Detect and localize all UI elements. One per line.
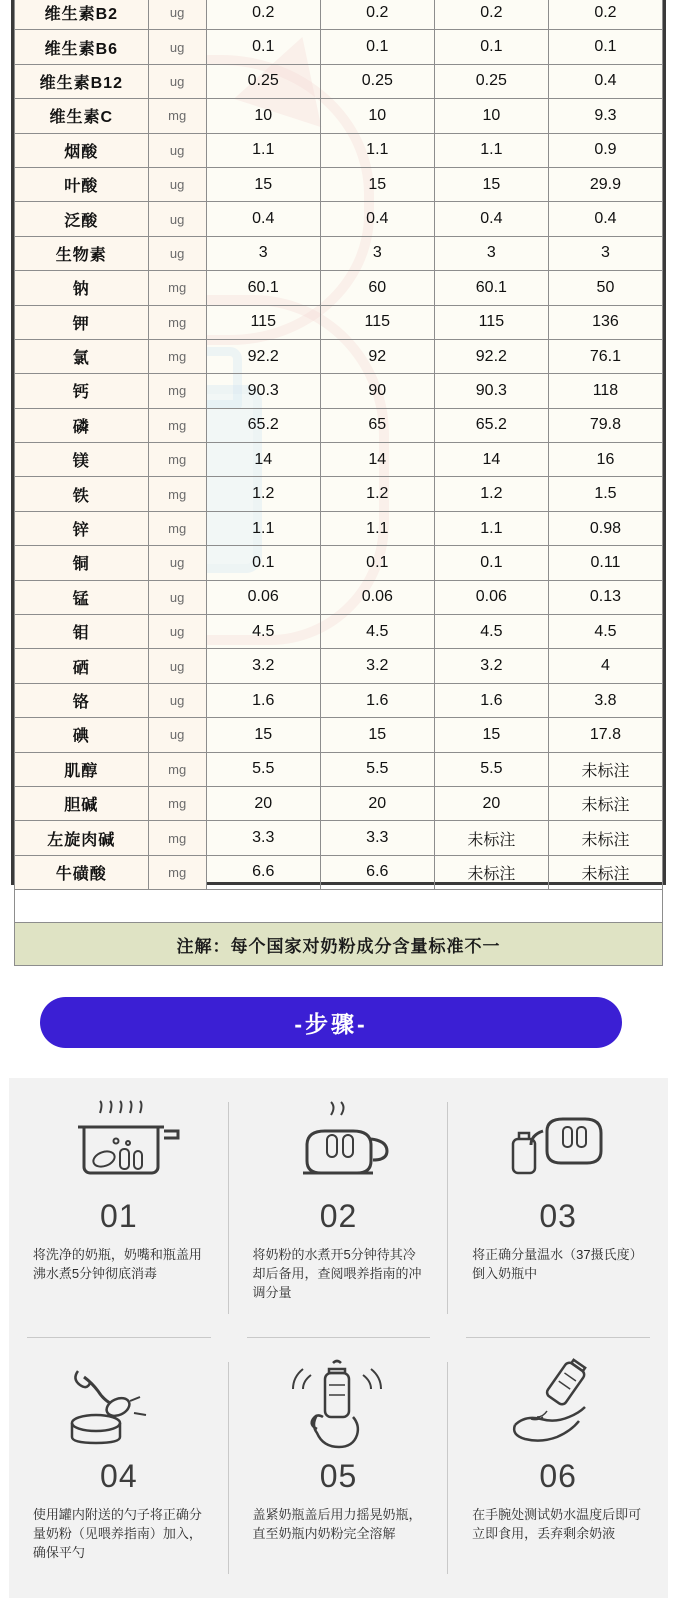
step-text: 盖紧奶瓶盖后用力摇晃奶瓶，直至奶瓶内奶粉完全溶解 bbox=[252, 1507, 422, 1541]
nutrient-value: 1.1 bbox=[434, 133, 548, 167]
nutrient-unit: ug bbox=[148, 615, 206, 649]
nutrient-unit: mg bbox=[148, 477, 206, 511]
nutrient-name: 镁 bbox=[15, 443, 149, 477]
nutrient-value: 3.2 bbox=[206, 649, 320, 683]
step-number: 04 bbox=[100, 1458, 138, 1494]
nutrient-unit: ug bbox=[148, 236, 206, 270]
nutrient-unit: ug bbox=[148, 546, 206, 580]
table-row bbox=[15, 615, 663, 649]
nutrient-value: 6.6 bbox=[206, 855, 320, 889]
nutrient-unit: ug bbox=[148, 30, 206, 64]
nutrient-value: 0.13 bbox=[548, 580, 662, 614]
nutrient-value: 65.2 bbox=[206, 408, 320, 442]
nutrient-unit: mg bbox=[148, 443, 206, 477]
table-row bbox=[15, 64, 663, 98]
step-number: 01 bbox=[100, 1198, 138, 1234]
nutrient-unit: mg bbox=[148, 752, 206, 786]
nutrient-name: 锰 bbox=[15, 580, 149, 614]
nutrient-value: 76.1 bbox=[548, 339, 662, 373]
nutrient-value: 3.2 bbox=[434, 649, 548, 683]
nutrient-value: 3.3 bbox=[206, 821, 320, 855]
step-card-06 bbox=[448, 1338, 668, 1598]
nutrient-value: 60.1 bbox=[206, 271, 320, 305]
nutrient-value: 92.2 bbox=[434, 339, 548, 373]
nutrient-name: 左旋肉碱 bbox=[15, 821, 149, 855]
step-text: 将奶粉的水煮开5分钟待其冷却后备用，查阅喂养指南的冲调分量 bbox=[252, 1247, 422, 1300]
nutrient-value: 0.25 bbox=[320, 64, 434, 98]
nutrient-value: 1.5 bbox=[548, 477, 662, 511]
table-row bbox=[15, 443, 663, 477]
steps-section-title: -步骤- bbox=[40, 997, 622, 1048]
nutrient-value: 9.3 bbox=[548, 99, 662, 133]
nutrient-value: 0.1 bbox=[206, 546, 320, 580]
nutrient-name: 锌 bbox=[15, 511, 149, 545]
step-text: 将正确分量温水（37摄氏度）倒入奶瓶中 bbox=[472, 1247, 643, 1281]
nutrient-name: 泛酸 bbox=[15, 202, 149, 236]
nutrient-name: 维生素C bbox=[15, 99, 149, 133]
nutrient-value: 0.11 bbox=[548, 546, 662, 580]
nutrient-unit: mg bbox=[148, 408, 206, 442]
nutrient-name: 叶酸 bbox=[15, 167, 149, 201]
nutrient-unit: mg bbox=[148, 99, 206, 133]
nutrient-value: 14 bbox=[320, 443, 434, 477]
step-card-02 bbox=[229, 1078, 449, 1338]
nutrient-value: 1.6 bbox=[320, 683, 434, 717]
table-row bbox=[15, 786, 663, 820]
table-note: 注解：每个国家对奶粉成分含量标准不一 bbox=[15, 923, 663, 966]
nutrient-value: 4.5 bbox=[434, 615, 548, 649]
nutrient-unit: ug bbox=[148, 649, 206, 683]
table-row bbox=[15, 477, 663, 511]
nutrient-value: 0.1 bbox=[434, 30, 548, 64]
step-text: 在手腕处测试奶水温度后即可立即食用，丢弃剩余奶液 bbox=[472, 1507, 642, 1541]
table-row bbox=[15, 683, 663, 717]
nutrient-value: 0.2 bbox=[548, 0, 662, 30]
nutrient-value: 未标注 bbox=[548, 752, 662, 786]
nutrient-value: 20 bbox=[206, 786, 320, 820]
nutrient-unit: ug bbox=[148, 0, 206, 30]
nutrient-value: 115 bbox=[320, 305, 434, 339]
table-note-row bbox=[15, 923, 663, 966]
nutrient-unit: ug bbox=[148, 718, 206, 752]
nutrient-value: 4 bbox=[548, 649, 662, 683]
nutrient-value: 未标注 bbox=[434, 855, 548, 889]
nutrient-value: 1.6 bbox=[206, 683, 320, 717]
nutrient-value: 92 bbox=[320, 339, 434, 373]
step-text: 使用罐内附送的勺子将正确分量奶粉（见喂养指南）加入，确保平勺 bbox=[32, 1507, 202, 1560]
nutrient-value: 1.6 bbox=[434, 683, 548, 717]
nutrient-name: 维生素B12 bbox=[15, 64, 149, 98]
step-card-04 bbox=[9, 1338, 229, 1598]
nutrient-name: 碘 bbox=[15, 718, 149, 752]
nutrient-value: 未标注 bbox=[548, 821, 662, 855]
nutrient-value: 4.5 bbox=[206, 615, 320, 649]
nutrient-value: 60 bbox=[320, 271, 434, 305]
nutrient-unit: ug bbox=[148, 580, 206, 614]
nutrient-value: 3.3 bbox=[320, 821, 434, 855]
nutrient-value: 0.2 bbox=[206, 0, 320, 30]
nutrient-name: 牛磺酸 bbox=[15, 855, 149, 889]
nutrition-table bbox=[14, 0, 663, 966]
table-row bbox=[15, 408, 663, 442]
nutrient-value: 14 bbox=[434, 443, 548, 477]
nutrient-value: 115 bbox=[434, 305, 548, 339]
nutrition-table-panel bbox=[11, 0, 666, 956]
nutrient-value: 3 bbox=[548, 236, 662, 270]
nutrient-name: 维生素B2 bbox=[15, 0, 149, 30]
nutrient-value: 0.4 bbox=[320, 202, 434, 236]
nutrient-value: 90.3 bbox=[434, 374, 548, 408]
table-row bbox=[15, 580, 663, 614]
nutrient-unit: ug bbox=[148, 683, 206, 717]
nutrient-name: 钼 bbox=[15, 615, 149, 649]
nutrient-name: 肌醇 bbox=[15, 752, 149, 786]
nutrient-unit: mg bbox=[148, 271, 206, 305]
step-card-01 bbox=[9, 1078, 229, 1338]
nutrient-value: 90 bbox=[320, 374, 434, 408]
table-row bbox=[15, 167, 663, 201]
table-row bbox=[15, 821, 663, 855]
nutrient-name: 铜 bbox=[15, 546, 149, 580]
nutrient-value: 136 bbox=[548, 305, 662, 339]
nutrient-name: 铁 bbox=[15, 477, 149, 511]
nutrient-name: 钠 bbox=[15, 271, 149, 305]
nutrient-value: 未标注 bbox=[434, 821, 548, 855]
scoop-powder-icon bbox=[54, 1360, 184, 1452]
nutrient-value: 0.06 bbox=[320, 580, 434, 614]
table-spacer-row bbox=[15, 890, 663, 923]
nutrient-value: 0.1 bbox=[434, 546, 548, 580]
nutrient-value: 3 bbox=[206, 236, 320, 270]
table-row bbox=[15, 0, 663, 30]
step-text: 将洗净的奶瓶，奶嘴和瓶盖用沸水煮5分钟彻底消毒 bbox=[32, 1247, 202, 1281]
nutrient-value: 90.3 bbox=[206, 374, 320, 408]
step-number: 06 bbox=[539, 1458, 577, 1494]
nutrient-unit: mg bbox=[148, 855, 206, 889]
nutrient-value: 0.25 bbox=[206, 64, 320, 98]
shake-bottle-icon bbox=[273, 1360, 403, 1452]
nutrient-value: 未标注 bbox=[548, 855, 662, 889]
nutrient-value: 5.5 bbox=[320, 752, 434, 786]
nutrient-unit: ug bbox=[148, 167, 206, 201]
nutrient-name: 磷 bbox=[15, 408, 149, 442]
kettle-boil-icon bbox=[273, 1100, 403, 1192]
nutrient-value: 1.2 bbox=[206, 477, 320, 511]
table-row bbox=[15, 718, 663, 752]
step-number: 03 bbox=[539, 1198, 577, 1234]
nutrient-value: 0.4 bbox=[548, 202, 662, 236]
nutrient-value: 15 bbox=[434, 718, 548, 752]
nutrient-name: 胆碱 bbox=[15, 786, 149, 820]
table-row bbox=[15, 649, 663, 683]
step-number: 05 bbox=[319, 1458, 358, 1494]
nutrient-value: 5.5 bbox=[206, 752, 320, 786]
nutrient-value: 29.9 bbox=[548, 167, 662, 201]
nutrient-value: 118 bbox=[548, 374, 662, 408]
test-temperature-icon bbox=[493, 1360, 623, 1452]
nutrient-value: 14 bbox=[206, 443, 320, 477]
nutrient-value: 15 bbox=[320, 718, 434, 752]
nutrient-value: 10 bbox=[320, 99, 434, 133]
nutrient-value: 0.1 bbox=[548, 30, 662, 64]
nutrient-unit: mg bbox=[148, 339, 206, 373]
nutrient-value: 3 bbox=[320, 236, 434, 270]
nutrient-name: 维生素B6 bbox=[15, 30, 149, 64]
nutrient-value: 0.2 bbox=[320, 0, 434, 30]
nutrient-value: 6.6 bbox=[320, 855, 434, 889]
nutrient-name: 硒 bbox=[15, 649, 149, 683]
nutrient-value: 4.5 bbox=[320, 615, 434, 649]
nutrient-value: 0.1 bbox=[320, 546, 434, 580]
table-row bbox=[15, 271, 663, 305]
nutrient-name: 烟酸 bbox=[15, 133, 149, 167]
nutrient-value: 79.8 bbox=[548, 408, 662, 442]
nutrient-value: 4.5 bbox=[548, 615, 662, 649]
nutrient-value: 15 bbox=[434, 167, 548, 201]
step-card-05 bbox=[229, 1338, 449, 1598]
nutrient-value: 65.2 bbox=[434, 408, 548, 442]
nutrient-value: 0.1 bbox=[320, 30, 434, 64]
steps-grid bbox=[9, 1078, 668, 1598]
table-row bbox=[15, 305, 663, 339]
nutrient-value: 16 bbox=[548, 443, 662, 477]
nutrient-unit: ug bbox=[148, 133, 206, 167]
step-number: 02 bbox=[319, 1198, 358, 1234]
nutrient-value: 0.25 bbox=[434, 64, 548, 98]
nutrient-value: 0.2 bbox=[434, 0, 548, 30]
table-spacer-cell bbox=[15, 890, 663, 923]
nutrient-value: 65 bbox=[320, 408, 434, 442]
nutrient-value: 1.1 bbox=[206, 511, 320, 545]
nutrient-value: 15 bbox=[206, 167, 320, 201]
nutrient-value: 115 bbox=[206, 305, 320, 339]
table-row bbox=[15, 133, 663, 167]
nutrient-value: 10 bbox=[206, 99, 320, 133]
nutrient-name: 铬 bbox=[15, 683, 149, 717]
table-row bbox=[15, 855, 663, 889]
table-row bbox=[15, 99, 663, 133]
nutrient-value: 0.1 bbox=[206, 30, 320, 64]
nutrient-value: 0.9 bbox=[548, 133, 662, 167]
nutrient-unit: mg bbox=[148, 374, 206, 408]
nutrient-name: 氯 bbox=[15, 339, 149, 373]
nutrient-unit: ug bbox=[148, 202, 206, 236]
nutrient-name: 钾 bbox=[15, 305, 149, 339]
nutrient-value: 1.1 bbox=[320, 133, 434, 167]
nutrient-value: 3.8 bbox=[548, 683, 662, 717]
nutrient-unit: ug bbox=[148, 64, 206, 98]
nutrient-value: 3 bbox=[434, 236, 548, 270]
nutrient-value: 1.1 bbox=[434, 511, 548, 545]
nutrient-unit: mg bbox=[148, 511, 206, 545]
nutrient-value: 10 bbox=[434, 99, 548, 133]
nutrient-value: 0.4 bbox=[434, 202, 548, 236]
nutrient-unit: mg bbox=[148, 305, 206, 339]
nutrient-unit: mg bbox=[148, 786, 206, 820]
table-row bbox=[15, 511, 663, 545]
step-card-03 bbox=[448, 1078, 668, 1338]
table-row bbox=[15, 752, 663, 786]
nutrient-value: 1.1 bbox=[206, 133, 320, 167]
nutrient-value: 15 bbox=[206, 718, 320, 752]
nutrient-value: 0.06 bbox=[206, 580, 320, 614]
nutrient-value: 1.2 bbox=[434, 477, 548, 511]
nutrient-value: 5.5 bbox=[434, 752, 548, 786]
nutrient-value: 1.1 bbox=[320, 511, 434, 545]
nutrient-value: 0.06 bbox=[434, 580, 548, 614]
pot-sterilize-icon bbox=[54, 1100, 184, 1192]
nutrient-value: 92.2 bbox=[206, 339, 320, 373]
nutrient-value: 0.98 bbox=[548, 511, 662, 545]
table-row bbox=[15, 202, 663, 236]
pour-water-icon bbox=[493, 1100, 623, 1192]
nutrient-value: 20 bbox=[320, 786, 434, 820]
nutrient-name: 生物素 bbox=[15, 236, 149, 270]
table-row bbox=[15, 339, 663, 373]
table-row bbox=[15, 546, 663, 580]
nutrient-value: 未标注 bbox=[548, 786, 662, 820]
table-row bbox=[15, 30, 663, 64]
nutrient-value: 0.4 bbox=[548, 64, 662, 98]
nutrient-name: 钙 bbox=[15, 374, 149, 408]
nutrient-value: 50 bbox=[548, 271, 662, 305]
nutrient-value: 0.4 bbox=[206, 202, 320, 236]
nutrient-value: 20 bbox=[434, 786, 548, 820]
nutrient-unit: mg bbox=[148, 821, 206, 855]
nutrient-value: 17.8 bbox=[548, 718, 662, 752]
nutrient-value: 15 bbox=[320, 167, 434, 201]
nutrient-value: 1.2 bbox=[320, 477, 434, 511]
nutrient-value: 3.2 bbox=[320, 649, 434, 683]
table-row bbox=[15, 374, 663, 408]
nutrient-value: 60.1 bbox=[434, 271, 548, 305]
table-row bbox=[15, 236, 663, 270]
